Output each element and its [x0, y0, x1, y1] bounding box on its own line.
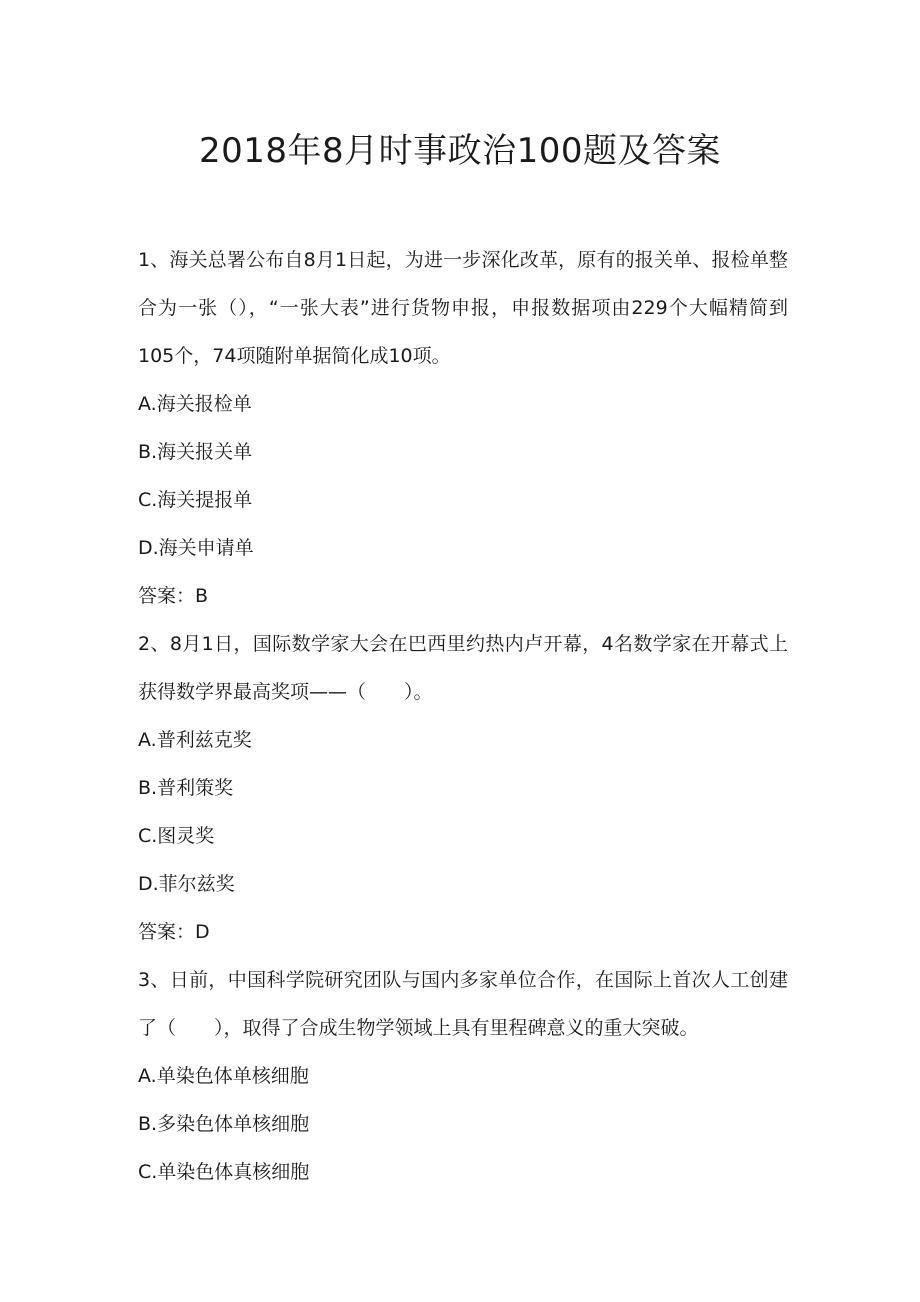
question-1-answer: 答案：B	[138, 585, 209, 607]
question-2-option-c: C.图灵奖	[138, 825, 215, 847]
question-2-option-a: A.普利兹克奖	[138, 729, 252, 751]
question-3-option-c: C.单染色体真核细胞	[138, 1161, 310, 1183]
question-list	[138, 236, 788, 1196]
question-1-option-c: C.海关提报单	[138, 489, 253, 511]
question-1-stem: 1、海关总署公布自8月1日起，为进一步深化改革，原有的报关单、报检单整合为一张（），“一张大表”进行货物申报，申报数据项由229个大幅精简到105个，74项随附单据简化成10项。	[138, 249, 788, 367]
question-2-option-d: D.菲尔兹奖	[138, 873, 235, 895]
question-1-option-d: D.海关申请单	[138, 537, 254, 559]
question-2-option-b: B.普利策奖	[138, 777, 234, 799]
question-2-stem: 2、8月1日，国际数学家大会在巴西里约热内卢开幕，4名数学家在开幕式上获得数学界最高奖项——（ ）。	[138, 633, 788, 703]
question-3-stem: 3、日前，中国科学院研究团队与国内多家单位合作，在国际上首次人工创建了（ ），取得了合成生物学领域上具有里程碑意义的重大突破。	[138, 969, 788, 1039]
question-1-option-b: B.海关报关单	[138, 441, 253, 463]
question-3-option-b: B.多染色体单核细胞	[138, 1113, 310, 1135]
question-3-option-a: A.单染色体单核细胞	[138, 1065, 309, 1087]
question-1-option-a: A.海关报检单	[138, 393, 252, 415]
question-2-answer: 答案：D	[138, 921, 210, 943]
document-title: 2018年8月时事政治100题及答案	[198, 131, 722, 171]
